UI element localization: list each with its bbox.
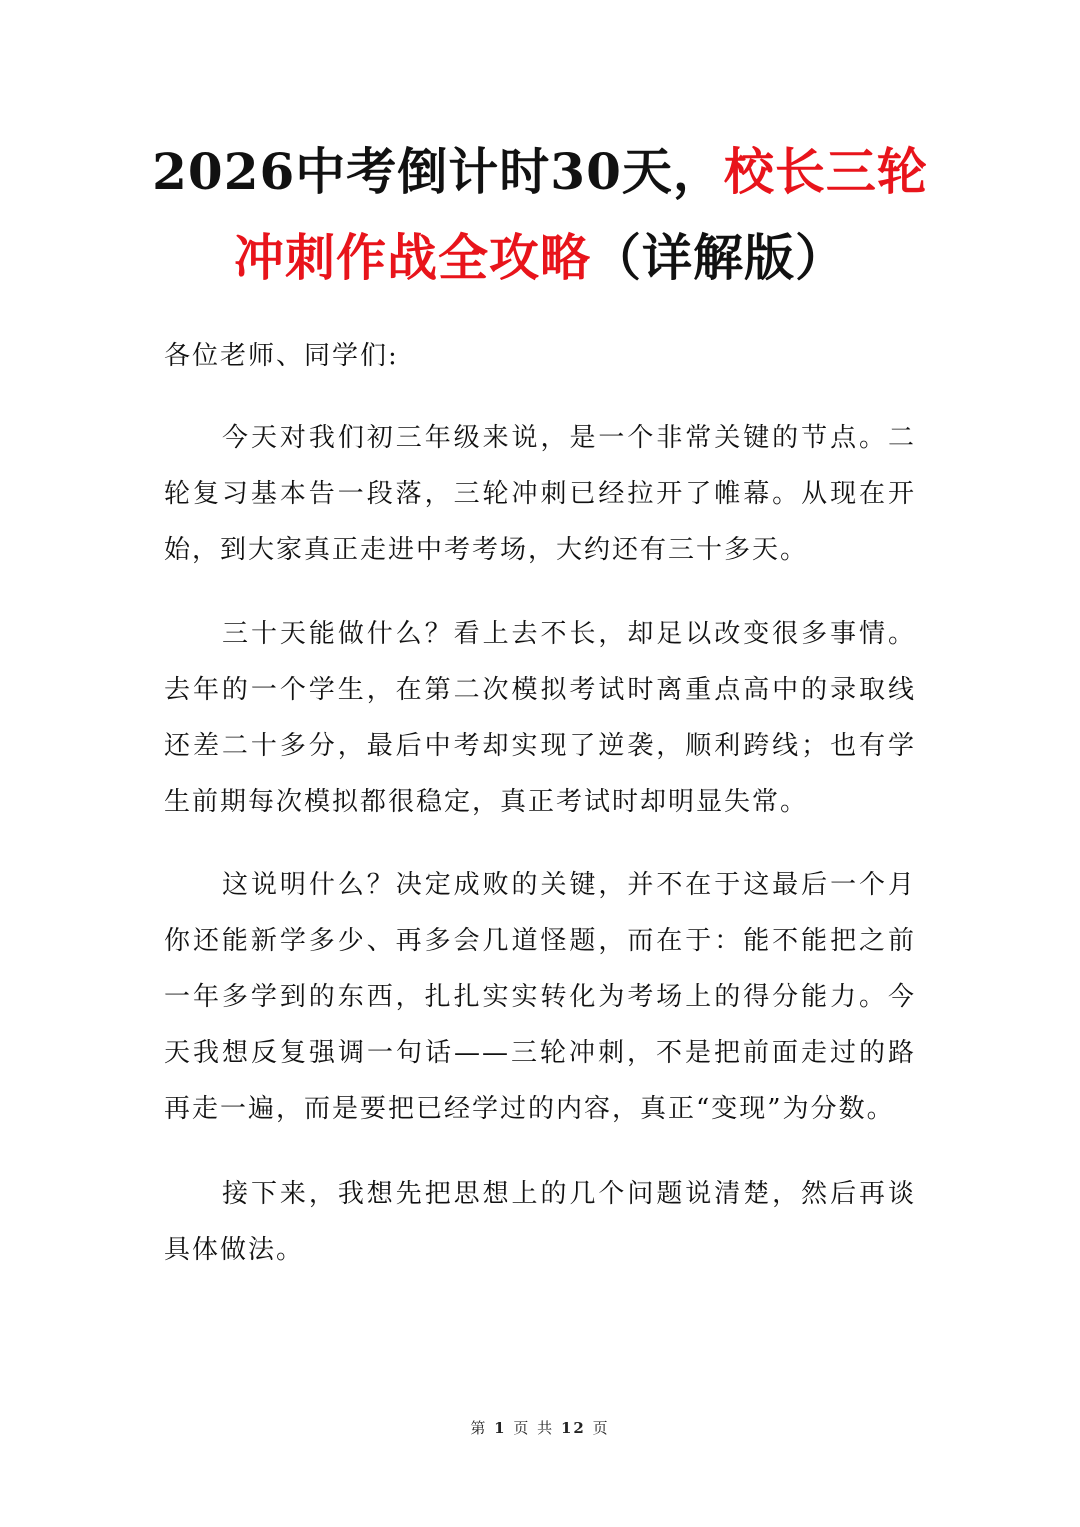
title-black-part-2: （详解版） [591, 228, 846, 287]
title-red-part: 校长三轮 [723, 142, 928, 201]
footer-page-number: 1 [494, 1419, 507, 1437]
title-black-part: 2026中考倒计时30天， [152, 142, 724, 201]
paragraph-1: 今天对我们初三年级来说，是一个非常关键的节点。二轮复习基本告一段落，三轮冲刺已经拉开了帷幕。从现在开始，到大家真正走进中考考场，大约还有三十多天。 [164, 423, 916, 565]
footer-total-pages: 12 [560, 1419, 586, 1437]
greeting: 各位老师、同学们: [164, 341, 399, 371]
footer-prefix: 第 [470, 1419, 488, 1437]
document-title-line-1 [150, 128, 930, 216]
paragraph-2: 三十天能做什么？看上去不长，却足以改变很多事情。去年的一个学生，在第二次模拟考试时离重点高中的录取线还差二十多分，最后中考却实现了逆袭，顺利跨线；也有学生前期每次模拟都很稳定，真正考试时却明显失常。 [164, 619, 916, 817]
document-title-line-2 [150, 214, 930, 302]
page-footer [0, 1417, 1080, 1438]
title-red-part-2: 冲刺作战全攻略 [234, 228, 591, 287]
paragraph-4: 接下来，我想先把思想上的几个问题说清楚，然后再谈具体做法。 [164, 1179, 916, 1265]
footer-suffix: 页 [592, 1419, 610, 1437]
footer-mid: 页 共 [513, 1419, 555, 1437]
paragraph-3: 这说明什么？决定成败的关键，并不在于这最后一个月你还能新学多少、再多会几道怪题，而在于：能不能把之前一年多学到的东西，扎扎实实转化为考场上的得分能力。今天我想反复强调一句话——三轮冲刺，不是把前面走过的路再走一遍，而是要把已经学过的内容，真正“变现”为分数。 [164, 870, 916, 1124]
